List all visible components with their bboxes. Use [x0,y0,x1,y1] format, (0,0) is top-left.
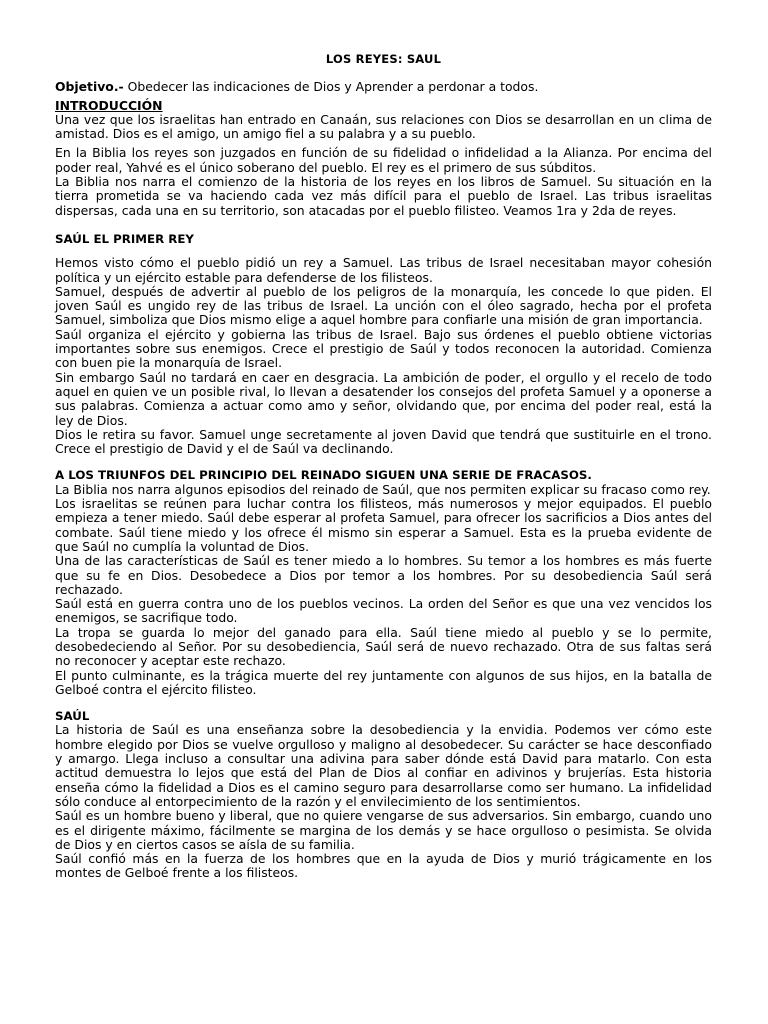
objective-line [55,80,712,94]
first-king-paragraph: Dios le retira su favor. Samuel unge secretamente al joven David que tendrá que sustituirle en el trono. Crece el prestigio de David y el de Saúl va declinando. [55,426,712,457]
introduction-paragraph: En la Biblia los reyes son juzgados en función de su fidelidad o infidelidad a la Alianza. Por encima del poder real, Yahvé es el único soberano del pueblo. El rey es el primero de sus súbditos. [55,145,712,175]
triumphs-paragraph: La tropa se guarda lo mejor del ganado para ella. Saúl tiene miedo al pueblo y se lo permite, desobedeciendo al Señor. Por su desobediencia, Saúl será de nuevo rechazado. Otra de sus faltas será no reconocer y aceptar este rechazo. [55,624,712,669]
triumphs-paragraph: Los israelitas se reúnen para luchar contra los filisteos, más numerosos y mejor equipados. El pueblo empieza a tener miedo. Saúl debe esperar al profeta Samuel, para ofrecer los sacrificios a Dios antes del combate. Saúl tiene miedo y los ofrece él mismo sin esperar a Samuel. Esta es la prueba evidente de que Saúl no cumplía la voluntad de Dios. [55,496,712,554]
first-king-paragraph: Sin embargo Saúl no tardará en caer en desgracia. La ambición de poder, el orgullo y el recelo de todo aquel en quien ve un posible rival, lo llevan a desatender los consejos del profeta Samuel y a oponerse a sus palabras. Comienza a actuar como amo y señor, olvidando que, por encima del poder real, está la ley de Dios. [55,369,712,428]
first-king-heading: SAÚL EL PRIMER REY [55,231,194,246]
triumphs-paragraph: La Biblia nos narra algunos episodios del reinado de Saúl, que nos permiten explicar su fracaso como rey. [55,481,711,497]
saul-paragraph: Saúl es un hombre bueno y liberal, que no quiere vengarse de sus adversarios. Sin embargo, cuando uno es el dirigente máximo, fácilmente se margina de los demás y se hace orgulloso o pesimista. Se olvida de Dios y en ciertos casos se aísla de su familia. [55,808,712,852]
first-king-paragraph: Hemos visto cómo el pueblo pidió un rey a Samuel. Las tribus de Israel necesitaban mayor cohesión política y un ejército estable para defenderse de los filisteos. [55,255,712,285]
first-king-paragraph: Saúl organiza el ejército y gobierna las tribus de Israel. Bajo sus órdenes el pueblo obtiene victorias importantes sobre sus enemigos. Crece el prestigio de Saúl y todos reconocen la autoridad. Comienza con buen pie la monarquía de Israel. [55,326,712,371]
saul-paragraph: Saúl confió más en la fuerza de los hombres que en la ayuda de Dios y murió trágicamente en los montes de Gelboé frente a los filisteos. [55,851,712,881]
triumphs-paragraph: El punto culminante, es la trágica muerte del rey juntamente con algunos de sus hijos, en la batalla de Gelboé contra el ejército filisteo. [55,667,712,697]
triumphs-heading: A LOS TRIUNFOS DEL PRINCIPIO DEL REINADO SIGUEN UNA SERIE DE FRACASOS. [55,468,592,483]
saul-paragraph: La historia de Saúl es una enseñanza sobre la desobediencia y la envidia. Podemos ver cómo este hombre elegido por Dios se vuelve orgulloso y maligno al desobedecer. Su carácter se hace desconfiado y amargo. Llega incluso a consultar una adivina para saber dónde está David para matarlo. Con esta actitud demuestra lo lejos que está del Plan de Dios al confiar en adivinos y brujerías. Esta historia enseña cómo la fidelidad a Dios es el camino seguro para desarrollarse como ser humano. La infidelidad sólo conduce al entorpecimiento de la razón y el envilecimiento de los sentimientos. [55,722,712,809]
triumphs-paragraph: Saúl está en guerra contra uno de los pueblos vecinos. La orden del Señor es que una vez vencidos los enemigos, se sacrifique todo. [55,596,712,626]
objective-label: Objetivo.- [55,79,124,95]
triumphs-paragraph: Una de las características de Saúl es tener miedo a lo hombres. Su temor a los hombres es más fuerte que su fe en Dios. Desobedece a Dios por temor a los hombres. Por su desobediencia Saúl será rechazado. [55,553,712,597]
introduction-heading: INTRODUCCIÓN [55,97,163,113]
first-king-paragraph: Samuel, después de advertir al pueblo de los peligros de la monarquía, les concede lo que piden. El joven Saúl es ungido rey de las tribus de Israel. La unción con el óleo sagrado, hecha por el profeta Samuel, simboliza que Dios mismo elige a aquel hombre para confiarle una misión de gran importancia. [55,283,712,328]
introduction-paragraph: Una vez que los israelitas han entrado en Canaán, sus relaciones con Dios se desarrollan en un clima de amistad. Dios es el amigo, un amigo fiel a su palabra y a su pueblo. [55,111,712,142]
page-title: LOS REYES: SAUL [325,52,442,66]
saul-heading: SAÚL [55,709,90,724]
objective-text: Obedecer las indicaciones de Dios y Aprender a perdonar a todos. [123,79,539,95]
introduction-paragraph: La Biblia nos narra el comienzo de la historia de los reyes en los libros de Samuel. Su situación en la tierra prometida se va haciendo cada vez más difícil para el pueblo de Israel. Las tribus israelitas dispersas, cada una en su territorio, son atacadas por el pueblo filisteo. Veamos 1ra y 2da de reyes. [55,174,712,218]
